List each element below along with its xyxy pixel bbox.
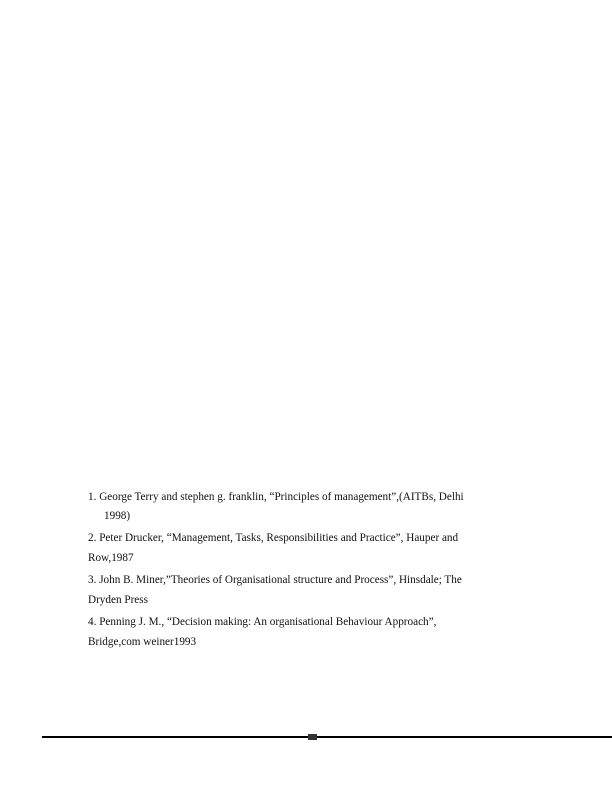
reference-2-line-2: Row,1987 <box>88 552 134 564</box>
reference-2-line-1: 2. Peter Drucker, “Management, Tasks, Responsibilities and Practice”, Hauper and <box>88 532 459 544</box>
reference-4-line-1: 4. Penning J. M., “Decision making: An organisational Behaviour Approach”, <box>88 616 437 628</box>
reference-1-line-1: 1. George Terry and stephen g. franklin, “Principles of management”,(AITBs, Delhi <box>88 491 464 503</box>
footer-rule <box>42 736 612 738</box>
reference-3-line-1: 3. John B. Miner,”Theories of Organisational structure and Process”, Hinsdale; The <box>88 574 462 586</box>
footer-mark <box>308 734 317 740</box>
reference-1-line-2: 1998) <box>104 510 131 522</box>
reference-3-line-2: Dryden Press <box>88 594 148 606</box>
reference-4-line-2: Bridge,com weiner1993 <box>88 636 197 648</box>
